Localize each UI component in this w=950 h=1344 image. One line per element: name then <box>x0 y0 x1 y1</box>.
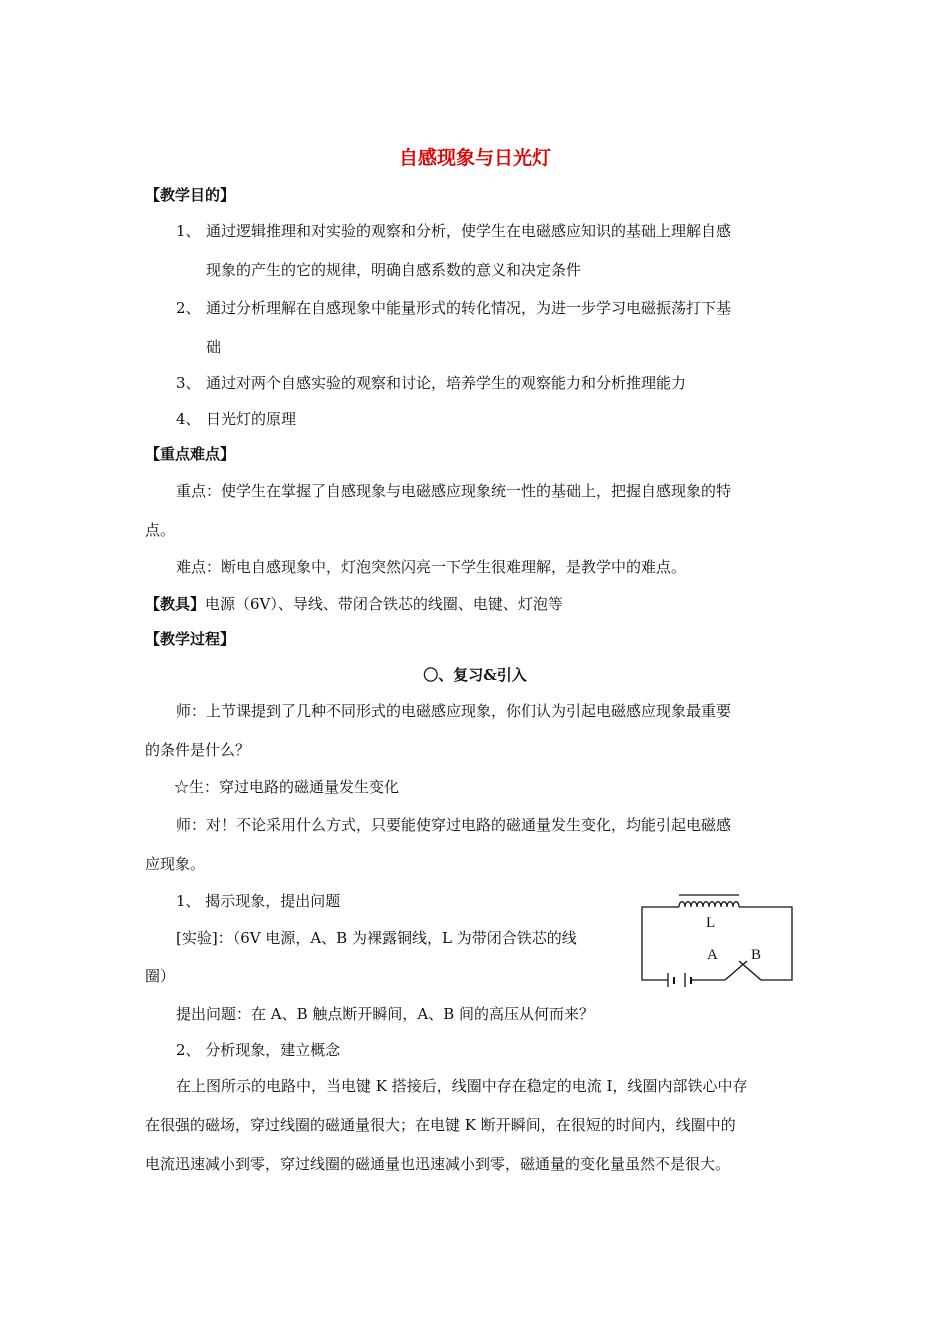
goal-1-number: 1、 <box>176 222 201 240</box>
inductor-coil <box>679 902 739 907</box>
analysis-line1: 在上图所示的电路中，当电键 K 搭接后，线圈中存在稳定的电流 I，线圈内部铁心中存 <box>176 1077 748 1095</box>
analysis-line3: 电流迅速减小到零，穿过线圈的磁通量也迅速减小到零，磁通量的变化量虽然不是很大。 <box>145 1155 731 1173</box>
goals-heading: 【教学目的】 <box>145 186 236 204</box>
circuit-diagram <box>635 893 800 993</box>
section-subheading: 〇、复习&引入 <box>423 666 527 684</box>
switch-contact-a <box>725 961 747 980</box>
teacher-reply-line2: 应现象。 <box>145 855 206 873</box>
goal-2-line2: 础 <box>206 338 222 356</box>
key-point-line2: 点。 <box>145 521 176 539</box>
goal-1-line1: 通过逻辑推理和对实验的观察和分析，使学生在电磁感应知识的基础上理解自感 <box>206 222 732 240</box>
label-L: L <box>706 915 716 931</box>
label-A: A <box>707 947 718 963</box>
tools-heading: 【教具】 <box>145 595 206 613</box>
circuit-wire-right <box>739 907 792 980</box>
difficulty-text: 难点：断电自感现象中，灯泡突然闪亮一下学生很难理解，是教学中的难点。 <box>176 558 687 576</box>
step-2-heading: 2、 分析现象，建立概念 <box>176 1041 341 1059</box>
switch-contact-b <box>739 961 761 980</box>
tools-text: 电源（6V）、导线、带闭合铁芯的线圈、电键、灯泡等 <box>205 595 563 613</box>
teacher-line1: 师：上节课提到了几种不同形式的电磁感应现象，你们认为引起电磁感应现象最重要 <box>176 702 732 720</box>
label-B: B <box>751 947 762 963</box>
goal-4-line1: 日光灯的原理 <box>206 410 297 428</box>
goal-1-line2: 现象的产生的它的规律，明确自感系数的意义和决定条件 <box>206 261 582 279</box>
key-heading: 【重点难点】 <box>145 445 236 463</box>
experiment-line1: [实验]：（6V 电源，A、B 为裸露铜线，L 为带闭合铁芯的线 <box>176 929 577 947</box>
process-heading: 【教学过程】 <box>145 630 236 648</box>
experiment-line2: 圈） <box>145 967 176 985</box>
teacher-line2: 的条件是什么？ <box>145 741 251 759</box>
goal-4-number: 4、 <box>176 410 201 428</box>
circuit-wire-left <box>642 907 679 980</box>
question-text: 提出问题：在 A、B 触点断开瞬间，A、B 间的高压从何而来？ <box>176 1005 595 1023</box>
goal-2-line1: 通过分析理解在自感现象中能量形式的转化情况，为进一步学习电磁振荡打下基 <box>206 299 732 317</box>
step-1-heading: 1、 揭示现象，提出问题 <box>176 892 341 910</box>
document-title: 自感现象与日光灯 <box>398 147 551 169</box>
key-point-line1: 重点：使学生在掌握了自感现象与电磁感应现象统一性的基础上，把握自感现象的特 <box>176 482 732 500</box>
goal-3-line1: 通过对两个自感实验的观察和讨论，培养学生的观察能力和分析推理能力 <box>206 374 687 392</box>
goal-2-number: 2、 <box>176 299 201 317</box>
teacher-reply-line1: 师：对！不论采用什么方式，只要能使穿过电路的磁通量发生变化，均能引起电磁感 <box>176 816 732 834</box>
tools-paragraph <box>145 594 563 614</box>
student-answer: ☆生：穿过电路的磁通量发生变化 <box>174 778 400 796</box>
goal-3-number: 3、 <box>176 374 201 392</box>
analysis-line2: 在很强的磁场，穿过线圈的磁通量很大；在电键 K 断开瞬间，在很短的时间内，线圈中的 <box>145 1116 736 1134</box>
